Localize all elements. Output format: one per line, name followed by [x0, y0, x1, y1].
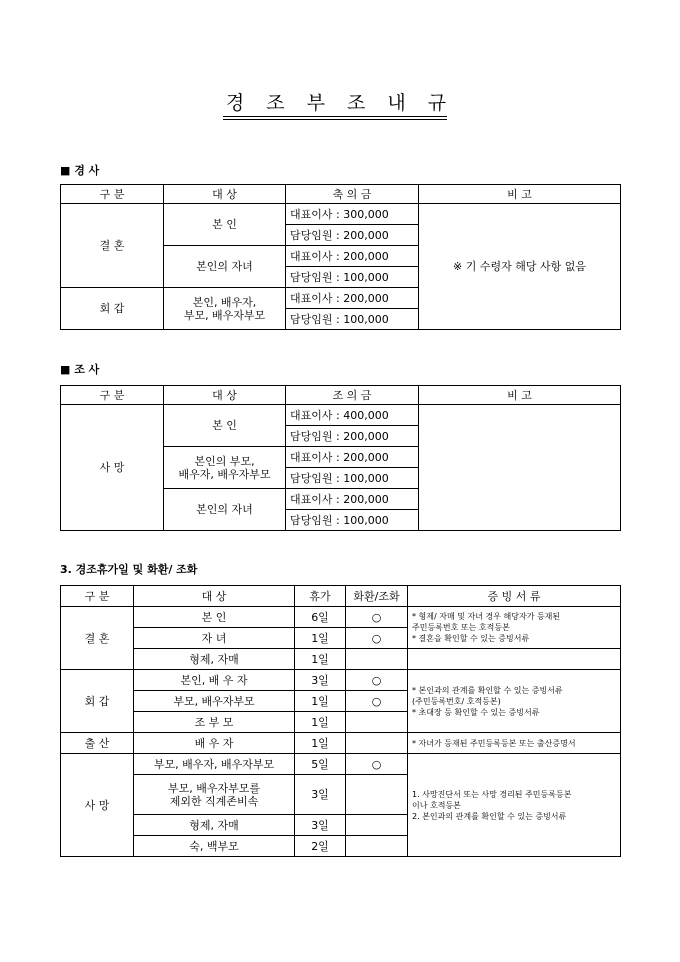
amount-cell: 대표이사 : 300,000: [286, 204, 419, 225]
category-cell: 회 갑: [61, 670, 134, 733]
target-cell: 본인, 배우자, 부모, 배우자부모: [164, 288, 286, 330]
note-cell: ※ 기 수령자 해당 사항 없음: [419, 204, 621, 330]
document-line: * 형제/ 자매 및 자녀 경우 해당자가 등재된: [412, 612, 561, 621]
header-category: 구 분: [61, 586, 134, 607]
document-line: * 초대장 등 확인할 수 있는 증빙서류: [412, 707, 540, 717]
days-cell: 1일: [295, 691, 346, 712]
amount-cell: 담당임원 : 100,000: [286, 267, 419, 288]
header-leave-days: 휴가: [295, 586, 346, 607]
amount-cell: 대표이사 : 200,000: [286, 447, 419, 468]
documents-cell: [408, 607, 621, 649]
days-cell: 6일: [295, 607, 346, 628]
note-cell: [419, 405, 621, 531]
flower-cell: ○: [346, 691, 408, 712]
table-row: [61, 733, 621, 754]
document-line: 이나 호적등본: [412, 800, 461, 810]
flower-cell: ○: [346, 670, 408, 691]
header-amount: 조 의 금: [286, 386, 419, 405]
table-row: [61, 405, 621, 426]
target-cell: 본 인: [134, 607, 295, 628]
documents-cell: [408, 649, 621, 670]
target-cell: 본 인: [164, 204, 286, 246]
document-line: 1. 사망진단서 또는 사망 경리된 주민등록등본: [412, 789, 572, 799]
title-underline-2: [223, 119, 447, 120]
category-cell: 사 망: [61, 754, 134, 857]
amount-cell: 담당임원 : 200,000: [286, 225, 419, 246]
target-cell: 배 우 자: [134, 733, 295, 754]
target-cell: 부모, 배우자부모: [134, 691, 295, 712]
document-line: * 본인과의 관계를 확인할 수 있는 증빙서류: [412, 685, 563, 695]
section-heading-leave: 3. 경조휴가일 및 화환/ 조화: [60, 563, 198, 576]
target-cell: 형제, 자매: [134, 649, 295, 670]
documents-cell: * 자녀가 등재된 주민등록등본 또는 출산증명서: [408, 733, 621, 754]
target-cell: 본 인: [164, 405, 286, 447]
days-cell: 3일: [295, 775, 346, 815]
target-cell: 부모, 배우자부모를 제외한 직계존비속: [134, 775, 295, 815]
days-cell: 1일: [295, 733, 346, 754]
header-note: 비 고: [419, 185, 621, 204]
category-cell: 결 혼: [61, 204, 164, 288]
amount-cell: 대표이사 : 400,000: [286, 405, 419, 426]
document-line: 2. 본인과의 관계를 확인할 수 있는 증빙서류: [412, 811, 567, 821]
flower-cell: ○: [346, 628, 408, 649]
table-row: [61, 649, 621, 670]
amount-cell: 담당임원 : 100,000: [286, 309, 419, 330]
celebration-table: [60, 184, 621, 330]
days-cell: 5일: [295, 754, 346, 775]
flower-cell: ○: [346, 607, 408, 628]
table-header-row: [61, 185, 621, 204]
header-category: 구 분: [61, 386, 164, 405]
amount-cell: 대표이사 : 200,000: [286, 246, 419, 267]
days-cell: 1일: [295, 712, 346, 733]
header-documents: 증 빙 서 류: [408, 586, 621, 607]
flower-cell: [346, 712, 408, 733]
table-row: [61, 204, 621, 225]
category-cell: 결 혼: [61, 607, 134, 670]
amount-cell: 담당임원 : 100,000: [286, 510, 419, 531]
title-underline: [223, 116, 447, 117]
section-heading-condolence: ■ 조 사: [60, 363, 100, 376]
header-target: 대 상: [164, 185, 286, 204]
target-cell: 본인, 배 우 자: [134, 670, 295, 691]
amount-cell: 담당임원 : 100,000: [286, 468, 419, 489]
table-row: [61, 607, 621, 628]
page-title: 경 조 부 조 내 규: [225, 92, 455, 114]
table-row: [61, 754, 621, 775]
header-note: 비 고: [419, 386, 621, 405]
table-row: [61, 670, 621, 691]
table-header-row: [61, 386, 621, 405]
flower-cell: [346, 733, 408, 754]
target-cell: 본인의 부모, 배우자, 배우자부모: [164, 447, 286, 489]
days-cell: 3일: [295, 815, 346, 836]
amount-cell: 대표이사 : 200,000: [286, 288, 419, 309]
header-category: 구 분: [61, 185, 164, 204]
amount-cell: 담당임원 : 200,000: [286, 426, 419, 447]
category-cell: 사 망: [61, 405, 164, 531]
target-cell: 조 부 모: [134, 712, 295, 733]
category-cell: 회 갑: [61, 288, 164, 330]
documents-cell: [408, 754, 621, 857]
days-cell: 3일: [295, 670, 346, 691]
target-cell: 자 녀: [134, 628, 295, 649]
section-heading-celebration: ■ 경 사: [60, 164, 100, 177]
target-cell: 부모, 배우자, 배우자부모: [134, 754, 295, 775]
documents-cell: [408, 670, 621, 733]
document-line: * 결혼을 확인할 수 있는 증빙서류: [412, 634, 530, 643]
target-cell: 형제, 자매: [134, 815, 295, 836]
document-line: 주민등록번호 또는 호적등본: [412, 623, 510, 632]
flower-cell: ○: [346, 754, 408, 775]
amount-cell: 대표이사 : 200,000: [286, 489, 419, 510]
days-cell: 2일: [295, 836, 346, 857]
table-header-row: [61, 586, 621, 607]
days-cell: 1일: [295, 649, 346, 670]
target-cell: 본인의 자녀: [164, 489, 286, 531]
flower-cell: [346, 775, 408, 815]
document-line: (주민등록번호/ 호적등본): [412, 696, 501, 706]
flower-cell: [346, 836, 408, 857]
days-cell: 1일: [295, 628, 346, 649]
condolence-table: [60, 385, 621, 531]
leave-table: [60, 585, 621, 857]
flower-cell: [346, 649, 408, 670]
header-target: 대 상: [134, 586, 295, 607]
category-cell: 출 산: [61, 733, 134, 754]
header-amount: 축 의 금: [286, 185, 419, 204]
flower-cell: [346, 815, 408, 836]
header-target: 대 상: [164, 386, 286, 405]
target-cell: 본인의 자녀: [164, 246, 286, 288]
header-flower: 화환/조화: [346, 586, 408, 607]
target-cell: 숙, 백부모: [134, 836, 295, 857]
